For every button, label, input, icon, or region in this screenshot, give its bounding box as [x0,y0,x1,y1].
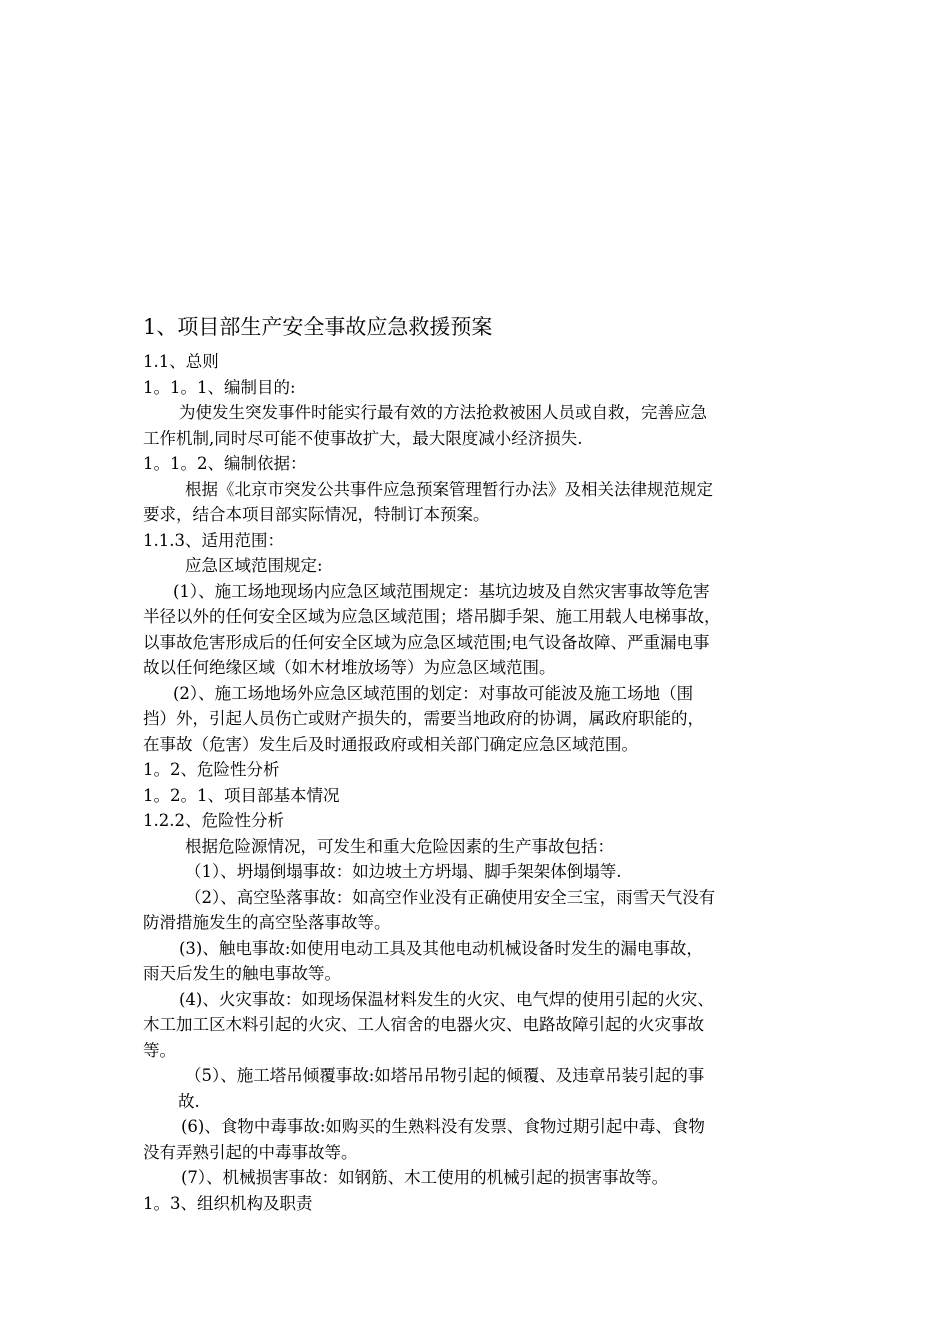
list-item: (3)、触电事故:如使用电动工具及其他电动机械设备时发生的漏电事故， [179,938,703,958]
subsection-heading: 1。1。2、编制依据： [143,454,307,473]
list-item: (6)、食物中毒事故:如购买的生熟料没有发票、食物过期引起中毒、食物 [181,1117,705,1136]
paragraph-line: 要求，结合本项目部实际情况，特制订本预案。 [143,505,490,524]
paragraph-line: 挡）外，引起人员伤亡或财产损失的，需要当地政府的协调，属政府职能的， [143,709,704,728]
paragraph-line: 木工加工区木料引起的火灾、工人宿舍的电器火灾、电路故障引起的火灾事故 [143,1015,704,1034]
paragraph-line: 为使发生突发事件时能实行最有效的方法抢救被困人员或自救，完善应急 [179,403,707,422]
document-title: 1、项目部生产安全事故应急救援预案 [143,315,493,339]
list-item: （5）、施工塔吊倾覆事故:如塔吊吊物引起的倾覆、及违章吊装引起的事 [185,1066,705,1085]
list-item: (1）、施工场地现场内应急区域范围规定：基坑边坡及自然灾害事故等危害 [173,581,710,601]
list-item: (2）、施工场地场外应急区域范围的划定：对事故可能波及施工场地（围 [173,683,694,703]
section-heading: 1。3、组织机构及职责 [143,1193,313,1213]
paragraph-line: 根据危险源情况，可发生和重大危险因素的生产事故包括： [185,836,614,856]
subsection-heading: 1。2。1、项目部基本情况 [143,785,340,805]
paragraph-line: 工作机制,同时尽可能不使事故扩大，最大限度减小经济损失. [143,428,583,448]
subsection-heading: 1.2.2、危险性分析 [143,811,284,830]
paragraph-line: 等。 [143,1040,176,1060]
paragraph-line: 故以任何绝缘区域（如木材堆放场等）为应急区域范围。 [143,658,556,677]
section-heading: 1。2、危险性分析 [143,760,280,779]
list-item: （2）、高空坠落事故：如高空作业没有正确使用安全三宝，雨雪天气没有 [185,887,716,907]
paragraph-line: 故. [178,1091,200,1111]
paragraph-line: 半径以外的任何安全区域为应急区域范围；塔吊脚手架、施工用载人电梯事故， [143,607,721,626]
paragraph-line: 防滑措施发生的高空坠落事故等。 [143,913,391,932]
list-item: (7）、机械损害事故：如钢筋、木工使用的机械引起的损害事故等。 [181,1168,669,1187]
paragraph-line: 以事故危害形成后的任何安全区域为应急区域范围;电气设备故障、严重漏电事 [143,632,710,652]
document-body [143,349,818,1216]
subsection-heading: 1.1.3、适用范围： [143,530,284,550]
list-item: (4)、火灾事故：如现场保温材料发生的火灾、电气焊的使用引起的火灾、 [179,989,714,1009]
list-item: （1）、坍塌倒塌事故：如边坡土方坍塌、脚手架架体倒塌等. [185,862,622,881]
subsection-heading: 1。1。1、编制目的: [143,377,296,397]
paragraph-line: 雨天后发生的触电事故等。 [143,964,341,983]
paragraph-line: 在事故（危害）发生后及时通报政府或相关部门确定应急区域范围。 [143,734,638,754]
paragraph-line: 没有弄熟引起的中毒事故等。 [143,1142,358,1162]
paragraph-line: 应急区域范围规定: [185,556,323,575]
section-heading: 1.1、总则 [143,352,219,371]
paragraph-line: 根据《北京市突发公共事件应急预案管理暂行办法》及相关法律规范规定 [185,479,713,499]
